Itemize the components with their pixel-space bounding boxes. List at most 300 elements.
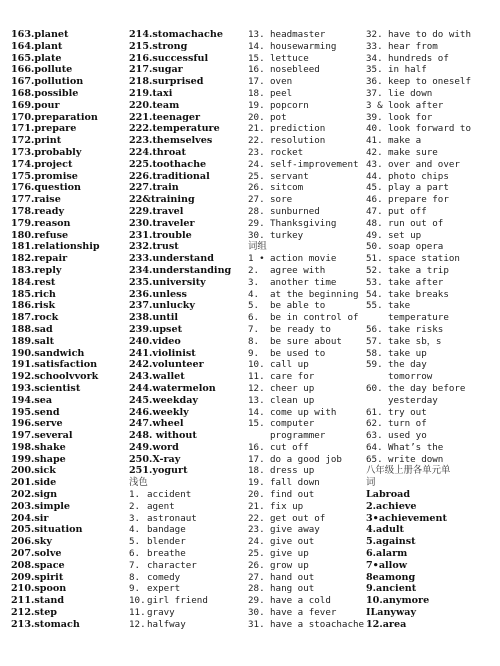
vocab-entry (129, 383, 241, 395)
entry-word: set up (388, 229, 422, 241)
entry-number: 45. (366, 182, 383, 194)
vocab-entry (11, 418, 123, 430)
entry-word: team (152, 99, 180, 111)
vocab-entry (129, 454, 241, 466)
entry-word: teenager (152, 111, 201, 123)
entry-number: 1 • (248, 253, 265, 265)
vocab-entry (11, 560, 123, 572)
entry-word: reply (34, 264, 62, 276)
entry-number: 251. (129, 465, 153, 477)
entry-word: come up with (270, 406, 337, 418)
entry-number: 25. (248, 548, 265, 560)
entry-number: 248. (129, 430, 153, 442)
entry-number: 10. (366, 595, 383, 607)
vocab-entry (129, 300, 241, 312)
vocab-entry (11, 548, 123, 560)
entry-word: gravy (147, 607, 175, 619)
entry-word: in half (388, 64, 427, 76)
entry-word: volunteer (152, 359, 204, 371)
entry-word: pollute (34, 64, 73, 76)
entry-word: travel (152, 205, 184, 217)
entry-number: 197. (11, 430, 35, 442)
entry-number: 186. (11, 300, 35, 312)
vocab-entry (129, 289, 241, 301)
vocab-entry (248, 371, 363, 383)
vocab-entry (11, 501, 123, 513)
vocab-entry (11, 194, 123, 206)
entry-number: 59. (366, 359, 383, 371)
entry-number: 19. (248, 99, 265, 111)
entry-word: situation (34, 524, 83, 536)
entry-word: strong (152, 40, 188, 52)
entry-word: simple (34, 500, 71, 512)
entry-number: 10. (129, 595, 146, 607)
entry-word: among (378, 571, 416, 583)
entry-number: 55. (366, 300, 383, 312)
entry-number: 187. (11, 312, 35, 324)
vocab-entry (366, 41, 496, 53)
entry-number: 235. (129, 276, 153, 288)
entry-word: probably (34, 146, 82, 158)
vocab-entry (129, 265, 241, 277)
vocab-entry (11, 312, 123, 324)
entry-word: promise (34, 170, 78, 182)
vocab-entry (366, 607, 496, 619)
vocab-entry (129, 395, 241, 407)
vocab-entry (366, 230, 496, 242)
vocab-entry (129, 324, 241, 336)
vocab-entry (11, 454, 123, 466)
entry-word: university (152, 276, 206, 288)
vocab-entry (366, 312, 496, 324)
vocab-entry (248, 407, 363, 419)
entry-word: successful (152, 52, 209, 64)
entry-word: take up (388, 347, 427, 359)
vocab-entry (11, 29, 123, 41)
entry-number: 61. (366, 406, 383, 418)
vocab-entry (129, 100, 241, 112)
entry-number: 167. (11, 76, 35, 88)
entry-word: sugar (152, 64, 183, 76)
entry-word: repair (34, 253, 68, 265)
entry-word: look after (388, 99, 444, 111)
entry-word: another time (270, 276, 337, 288)
entry-word: take (388, 300, 411, 312)
entry-word: girl friend (147, 595, 208, 607)
vocab-entry (366, 383, 496, 395)
vocab-entry (11, 76, 123, 88)
entry-word: ready (34, 205, 65, 217)
entry-number: 234. (129, 264, 153, 276)
entry-number: 178. (11, 205, 35, 217)
vocab-entry (129, 277, 241, 289)
entry-number: 8. (129, 571, 141, 583)
entry-word: question (34, 182, 82, 194)
entry-word: the day before (388, 382, 466, 394)
entry-number: 43. (366, 158, 383, 170)
entry-word: ancient (376, 583, 417, 595)
vocab-entry (11, 159, 123, 171)
entry-number: 23. (248, 524, 265, 536)
vocab-entry (11, 112, 123, 124)
vocab-entry (129, 53, 241, 65)
entry-word: sea (34, 394, 53, 406)
entry-word: make sure (388, 146, 438, 158)
vocab-entry (11, 324, 123, 336)
section-heading: 浅色 (129, 477, 148, 489)
vocab-entry (366, 536, 496, 548)
entry-number: 217. (129, 64, 153, 76)
entry-number: 239. (129, 323, 153, 335)
entry-number: 50. (366, 241, 383, 253)
entry-word: play a part (388, 182, 449, 194)
entry-number: 63. (366, 430, 383, 442)
entry-number: 27. (248, 571, 265, 583)
vocab-entry (11, 171, 123, 183)
entry-number: 49. (366, 229, 383, 241)
entry-number: 213. (11, 618, 35, 630)
entry-word: prepare (34, 123, 77, 135)
entry-number: 51. (366, 253, 383, 265)
entry-number: 182. (11, 253, 35, 265)
entry-number: 6. (248, 312, 260, 324)
entry-word: photo chips (388, 170, 449, 182)
entry-number: 4. (129, 524, 141, 536)
entry-word: toothache (152, 158, 207, 170)
entry-number: 170. (11, 111, 35, 123)
entry-number: 244. (129, 382, 153, 394)
vocab-entry (129, 465, 241, 477)
entry-number: 31. (248, 618, 265, 630)
entry-word: give up (270, 548, 309, 560)
entry-number: 35. (366, 64, 383, 76)
entry-number: 5. (366, 536, 377, 548)
entry-word: stomach (34, 618, 80, 630)
entry-number: 2. (129, 500, 141, 512)
vocab-entry (248, 64, 363, 76)
vocab-entry (11, 241, 123, 253)
entry-number: 183. (11, 264, 35, 276)
entry-number: 200. (11, 465, 35, 477)
entry-word: temperature (152, 123, 220, 135)
entry-number: 188. (11, 323, 35, 335)
entry-number: 236. (129, 288, 153, 300)
entry-word: lettuce (270, 52, 309, 64)
vocab-entry (248, 524, 363, 536)
entry-word: get out of (270, 512, 326, 524)
entry-number: IL (366, 607, 378, 619)
vocab-entry (366, 524, 496, 536)
vocab-entry (366, 112, 496, 124)
vocab-entry (129, 336, 241, 348)
vocab-entry (248, 465, 363, 477)
vocab-entry (11, 383, 123, 395)
entry-number: 13. (248, 29, 265, 40)
entry-word: traveler (152, 217, 195, 229)
entry-word: breathe (147, 548, 186, 560)
entry-number: 210. (11, 583, 35, 595)
vocab-entry (11, 371, 123, 383)
entry-number: 18. (248, 87, 265, 99)
entry-number: 245. (129, 394, 153, 406)
entry-word: fall down (270, 477, 320, 489)
vocab-entry (11, 41, 123, 53)
entry-number: 28. (248, 205, 265, 217)
vocab-entry (248, 253, 363, 265)
entry-word: traditional (152, 170, 210, 182)
vocab-entry (248, 395, 363, 407)
entry-word: expert (147, 583, 181, 595)
entry-number: 17. (248, 453, 265, 465)
vocab-entry (248, 230, 363, 242)
entry-word: write down (388, 453, 444, 465)
entry-word: surprised (152, 76, 204, 88)
vocab-entry (11, 64, 123, 76)
entry-number: 26. (248, 182, 265, 194)
entry-word: cut off (270, 441, 309, 453)
entry-number: 14. (248, 40, 265, 52)
entry-word: pour (34, 99, 60, 111)
entry-word: the day (388, 359, 427, 371)
entry-word: taxi (152, 87, 173, 99)
vocab-entry (129, 253, 241, 265)
entry-word: temperature (388, 312, 449, 324)
vocab-entry (11, 218, 123, 230)
entry-number: 4. (248, 288, 260, 300)
vocab-entry (129, 41, 241, 53)
vocab-entry (366, 88, 496, 100)
vocab-entry (366, 277, 496, 289)
entry-word: character (147, 559, 197, 571)
entry-word: be used to (270, 347, 326, 359)
entry-word: plant (34, 40, 63, 52)
entry-word: preparation (34, 111, 98, 123)
vocab-entry (248, 595, 363, 607)
vocab-entry (129, 595, 241, 607)
entry-word: halfway (147, 618, 186, 630)
entry-number: 24. (248, 536, 265, 548)
entry-word: print (34, 135, 62, 147)
entry-number: 223. (129, 135, 153, 147)
vocab-entry (248, 29, 363, 41)
vocab-entry (366, 265, 496, 277)
entry-word: soap opera (388, 241, 444, 253)
entry-word: look for (388, 111, 433, 123)
entry-word: anymore (382, 595, 430, 607)
entry-word: hang out (270, 583, 315, 595)
entry-word: hundreds of (388, 52, 449, 64)
entry-number: 206. (11, 536, 35, 548)
entry-word: X-ray (152, 453, 181, 465)
vocab-entry (366, 560, 496, 572)
column-2 (129, 29, 241, 631)
entry-number: 32. (366, 29, 383, 40)
vocab-entry (129, 572, 241, 584)
entry-number: 193. (11, 382, 35, 394)
vocab-entry (366, 489, 496, 501)
entry-word: shake (34, 441, 66, 453)
entry-word: rest (34, 276, 56, 288)
entry-word: prepare for (388, 194, 449, 206)
entry-word: solve (34, 548, 62, 560)
entry-number: 164. (11, 40, 35, 52)
vocab-entry (248, 383, 363, 395)
entry-number: 9. (366, 583, 377, 595)
vocab-entry (366, 442, 496, 454)
vocab-entry (129, 583, 241, 595)
entry-number: 204. (11, 512, 35, 524)
vocab-entry (129, 430, 241, 442)
entry-number: 205. (11, 524, 35, 536)
entry-number: 9. (129, 583, 141, 595)
entry-number: 199. (11, 453, 35, 465)
entry-word: several (34, 430, 73, 442)
entry-number: 247. (129, 418, 153, 430)
entry-number: 180. (11, 229, 35, 241)
entry-word: have a stoachache (270, 618, 365, 630)
vocab-entry (11, 524, 123, 536)
entry-number: 22& (129, 194, 152, 206)
entry-word: understanding (152, 264, 232, 276)
entry-number: 177. (11, 194, 35, 206)
entry-word: servant (270, 170, 309, 182)
entry-word: Thanksgiving (270, 217, 337, 229)
entry-number: 13. (248, 394, 265, 406)
entry-word: try out (388, 406, 427, 418)
entry-word: What’s the (388, 441, 444, 453)
entry-word: take a trip (388, 264, 449, 276)
entry-number: 219. (129, 87, 153, 99)
entry-word: spirit (34, 571, 64, 583)
vocab-entry (248, 560, 363, 572)
entry-word: sad (34, 323, 53, 335)
entry-number: 191. (11, 359, 35, 371)
entry-number: 209. (11, 571, 35, 583)
entry-number: 163. (11, 29, 35, 40)
entry-word: sign (34, 489, 58, 501)
entry-number: 165. (11, 52, 35, 64)
vocab-entry (248, 607, 363, 619)
entry-number: 240. (129, 335, 153, 347)
entry-number: 40. (366, 123, 383, 135)
entry-number: 7. (129, 559, 141, 571)
entry-word: agent (147, 500, 175, 512)
entry-word: allow (378, 559, 407, 571)
entry-number: 39. (366, 111, 383, 123)
entry-word: accident (147, 489, 192, 501)
vocab-entry (366, 159, 496, 171)
entry-number: 227. (129, 182, 153, 194)
vocab-entry (366, 572, 496, 584)
entry-number: 5. (248, 300, 260, 312)
vocab-entry (129, 147, 241, 159)
vocab-entry (248, 572, 363, 584)
entry-number: 179. (11, 217, 35, 229)
entry-word: stomachache (152, 29, 223, 40)
vocab-entry (129, 64, 241, 76)
entry-number: 56. (366, 323, 383, 335)
vocab-entry (129, 501, 241, 513)
entry-number: L (366, 489, 373, 501)
entry-word: popcorn (270, 99, 309, 111)
vocab-entry (248, 206, 363, 218)
entry-number: 23. (248, 146, 265, 158)
entry-number: 21. (248, 123, 265, 135)
entry-number: 198. (11, 441, 35, 453)
entry-word: shape (34, 453, 66, 465)
vocab-entry (11, 607, 123, 619)
entry-number: 11. (129, 607, 146, 619)
entry-word: throat (152, 146, 186, 158)
entry-word: adult (376, 524, 404, 536)
vocab-entry (366, 53, 496, 65)
entry-word: used yo (388, 430, 427, 442)
entry-word: grow up (270, 559, 309, 571)
vocab-entry (129, 182, 241, 194)
vocab-entry (11, 442, 123, 454)
entry-number: 207. (11, 548, 35, 560)
entry-number: 19. (248, 477, 265, 489)
entry-word: give away (270, 524, 320, 536)
entry-word: relationship (34, 241, 100, 253)
vocab-entry (248, 477, 363, 489)
entry-number: 230. (129, 217, 153, 229)
entry-number: 208. (11, 559, 35, 571)
entry-word: without (152, 430, 197, 442)
vocab-entry (366, 135, 496, 147)
entry-number: 48. (366, 217, 383, 229)
entry-number: 7• (366, 559, 379, 571)
vocab-entry (248, 123, 363, 135)
vocab-entry (366, 182, 496, 194)
entry-word: send (34, 406, 60, 418)
entry-number: 173. (11, 146, 35, 158)
vocab-entry (11, 619, 123, 631)
entry-word: lie down (388, 87, 433, 99)
entry-number: 231. (129, 229, 153, 241)
entry-word: weekday (152, 394, 198, 406)
vocab-entry (248, 159, 363, 171)
vocab-entry (11, 253, 123, 265)
entry-word: be in control of (270, 312, 359, 324)
vocab-entry (248, 454, 363, 466)
vocab-entry (248, 300, 363, 312)
entry-number: 24. (248, 158, 265, 170)
vocab-entry (11, 135, 123, 147)
entry-number: 10. (248, 359, 265, 371)
entry-word: have a cold (270, 595, 331, 607)
entry-number: 16. (248, 441, 265, 453)
entry-number: 18. (248, 465, 265, 477)
vocab-entry (248, 583, 363, 595)
entry-number: 29. (248, 217, 265, 229)
section-heading: 八年级上册各单元单 (366, 465, 451, 477)
entry-word: unlucky (152, 300, 196, 312)
vocab-entry (248, 53, 363, 65)
entry-word: sitcom (270, 182, 304, 194)
entry-word: computer (270, 418, 315, 430)
entry-word: keep to oneself (388, 76, 471, 88)
entry-number: 44. (366, 170, 383, 182)
entry-word: anyway (377, 607, 417, 619)
entry-word: bandage (147, 524, 186, 536)
vocab-entry (248, 418, 363, 430)
vocab-entry (129, 76, 241, 88)
vocab-entry (129, 241, 241, 253)
vocab-entry (11, 359, 123, 371)
vocab-entry (248, 536, 363, 548)
entry-number: 190. (11, 347, 35, 359)
